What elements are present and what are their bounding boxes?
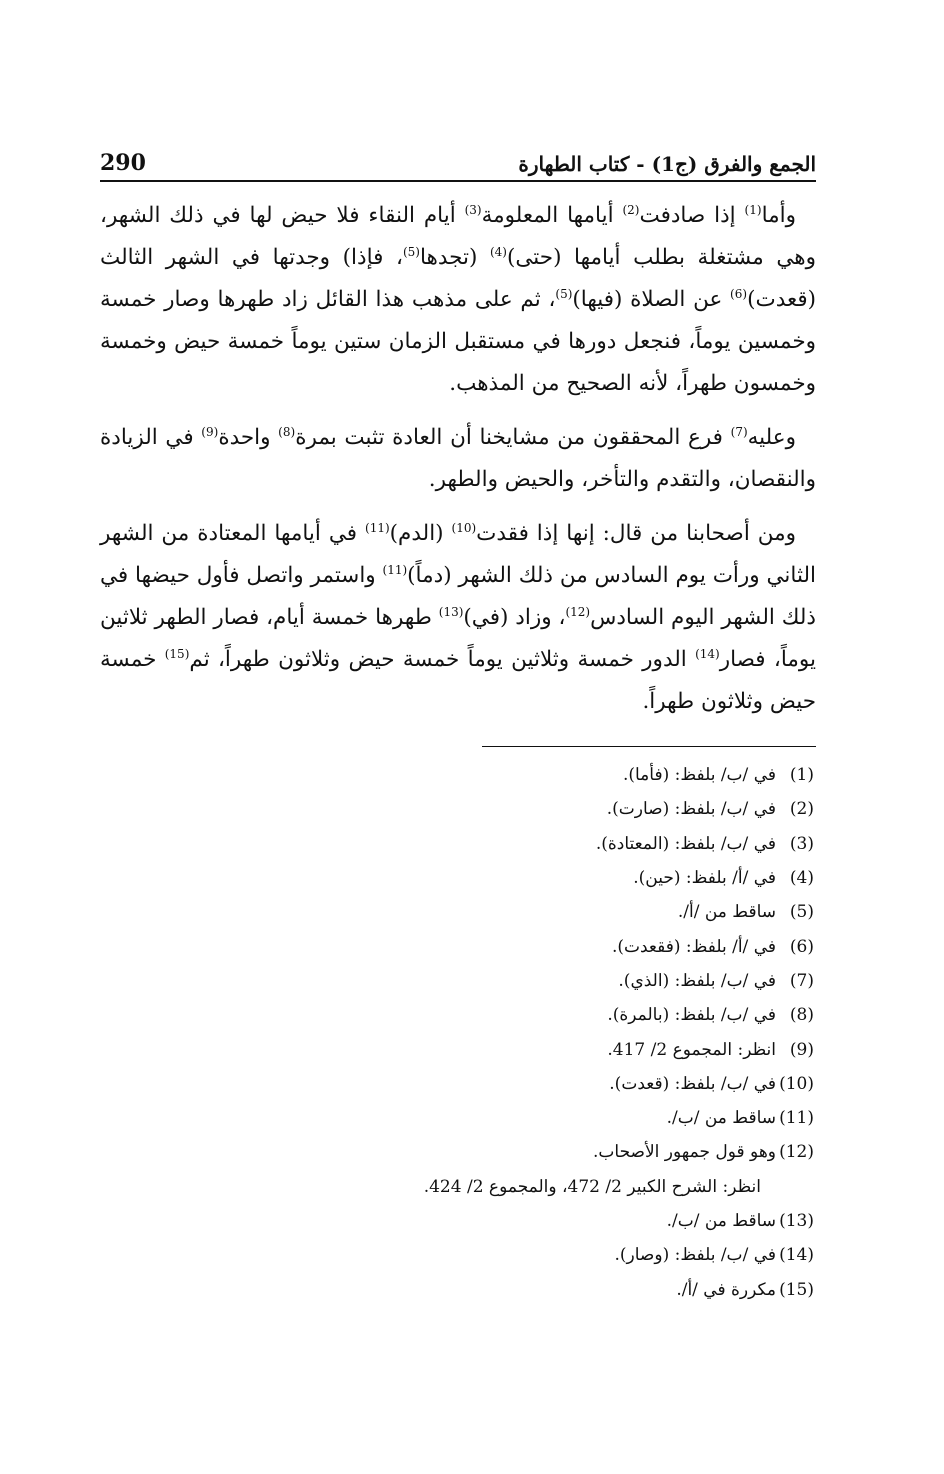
text-segment: واحدة bbox=[218, 425, 279, 450]
running-title: الجمع والفرق (ج1) - كتاب الطهارة bbox=[518, 152, 816, 176]
footnote-number: (2) bbox=[789, 799, 814, 820]
footnote-text: في /ب/ بلفظ: (صارت). bbox=[606, 799, 776, 820]
footnote-number: (11) bbox=[779, 1108, 814, 1129]
footnote-marker: (11) bbox=[382, 562, 408, 577]
footnote-marker: (5) bbox=[402, 244, 420, 259]
footnote-item bbox=[100, 827, 816, 861]
footnote-number: (12) bbox=[779, 1142, 814, 1163]
footnote-marker: (13) bbox=[438, 604, 464, 619]
text-segment: (تجدها bbox=[419, 245, 490, 270]
text-segment: ، وزاد (في) bbox=[463, 605, 566, 630]
text-segment: عن الصلاة (فيها) bbox=[572, 287, 731, 312]
text-segment: ومن أصحابنا من قال: إنها إذا فقدت bbox=[476, 521, 797, 546]
text-segment: في الزيادة والنقصان، والتقدم والتأخر، والحيض والطهر. bbox=[100, 425, 816, 492]
footnote-number: (14) bbox=[779, 1245, 814, 1266]
paragraph bbox=[100, 195, 816, 405]
paragraph bbox=[100, 417, 816, 501]
footnote-text: في /ب/ بلفظ: (الذي). bbox=[618, 970, 776, 991]
footnote-marker: (7) bbox=[730, 424, 748, 439]
text-segment: طهرها خمسة أيام، فصار الطهر ثلاثين يوماً، فصار bbox=[100, 605, 816, 672]
footnote-item bbox=[100, 758, 816, 792]
footnote-marker: (10) bbox=[451, 520, 477, 535]
footnote-item bbox=[100, 929, 816, 963]
footnote-item bbox=[100, 964, 816, 998]
text-segment: وعليه bbox=[747, 425, 796, 450]
footnote-number: (15) bbox=[779, 1279, 814, 1300]
footnote-number: (3) bbox=[789, 833, 814, 854]
text-segment: ، فإذا) وجدتها في الشهر الثالث (قعدت) bbox=[100, 245, 817, 312]
footnote-marker: (9) bbox=[201, 424, 219, 439]
footnote-number: (9) bbox=[789, 1039, 814, 1060]
footnote-text: في /أ/ بلفظ: (حين). bbox=[633, 868, 776, 889]
footnote-marker: (8) bbox=[278, 424, 296, 439]
footnote-item bbox=[100, 1170, 816, 1204]
footnote-item bbox=[100, 1135, 816, 1169]
text-segment: أيامها المعلومة bbox=[481, 203, 623, 228]
footnote-item bbox=[100, 998, 816, 1032]
footnote-text: وهو قول جمهور الأصحاب. bbox=[592, 1142, 776, 1163]
footnote-item bbox=[100, 792, 816, 826]
footnote-item bbox=[100, 1272, 816, 1306]
footnote-marker: (6) bbox=[730, 286, 748, 301]
footnote-text: انظر: الشرح الكبير 2/ 472، والمجموع 2/ 424. bbox=[423, 1176, 761, 1197]
footnote-number: (1) bbox=[789, 765, 814, 786]
footnote-item bbox=[100, 1204, 816, 1238]
footnote-marker: (11) bbox=[365, 520, 390, 535]
footnote-number: (5) bbox=[789, 902, 814, 923]
text-segment: في أيامها المعتادة من الشهر الثاني ورأت يوم السادس من ذلك الشهر (دماً) bbox=[100, 521, 816, 588]
page-header bbox=[100, 140, 816, 182]
footnote-item bbox=[100, 1101, 816, 1135]
footnote-item bbox=[100, 1067, 816, 1101]
footnote-text: انظر: المجموع 2/ 417. bbox=[607, 1039, 776, 1060]
footnote-text: في /ب/ بلفظ: (بالمرة). bbox=[607, 1005, 776, 1026]
footnote-text: ساقط من /أ/. bbox=[677, 902, 776, 923]
footnote-text: في /ب/ بلفظ: (المعتادة). bbox=[595, 833, 776, 854]
footnote-number: (13) bbox=[779, 1211, 814, 1231]
text-segment: الدور خمسة وثلاثين يوماً خمسة حيض وثلاثون طهراً، ثم bbox=[189, 647, 696, 672]
text-segment: ، ثم على مذهب هذا القائل زاد طهرها وصار خمسة وخمسين يوماً، فنجعل دورها في مستقبل الزمان ستين يوماً خمسة حيض وخمسة وخمسون طهراً، لأنه الصحيح من المذهب. bbox=[100, 287, 816, 396]
footnote-marker: (4) bbox=[489, 244, 507, 259]
footnote-text: في /ب/ بلفظ: (فأما). bbox=[622, 765, 776, 786]
footnote-number: (4) bbox=[789, 868, 814, 889]
footnote-item bbox=[100, 861, 816, 895]
text-segment: واستمر واتصل فأول حيضها في ذلك الشهر اليوم السادس bbox=[100, 563, 816, 630]
footnote-text: في /أ/ بلفظ: (فقعدت). bbox=[611, 936, 776, 957]
paragraph bbox=[100, 513, 816, 723]
footnote-text: ساقط من /ب/. bbox=[666, 1211, 776, 1231]
footnote-text: مكررة في /أ/. bbox=[676, 1279, 776, 1300]
footnote-number: (8) bbox=[789, 1005, 814, 1026]
footnote-text: في /ب/ بلفظ: (قعدت). bbox=[609, 1073, 776, 1094]
footnote-marker: (12) bbox=[565, 604, 591, 619]
footnote-marker: (2) bbox=[622, 202, 640, 217]
footnote-text: ساقط من /ب/. bbox=[666, 1108, 776, 1129]
footnotes bbox=[100, 758, 816, 1307]
footnote-number: (10) bbox=[779, 1073, 814, 1094]
footnote-item bbox=[100, 1032, 816, 1066]
footnote-text: في /ب/ بلفظ: (وصار). bbox=[614, 1245, 776, 1266]
text-segment: وأما bbox=[761, 203, 796, 228]
text-segment: أيام النقاء فلا حيض لها في ذلك الشهر، وهي مشتغلة بطلب أيامها (حتى) bbox=[100, 203, 816, 270]
footnote-number: (6) bbox=[789, 936, 814, 957]
text-segment: خمسة حيض وثلاثون طهراً. bbox=[100, 647, 816, 714]
footnote-number: (7) bbox=[789, 970, 814, 991]
footnote-marker: (15) bbox=[164, 646, 190, 661]
footnote-marker: (3) bbox=[464, 202, 482, 217]
footnote-item bbox=[100, 1238, 816, 1272]
text-segment: فرع المحققون من مشايخنا أن العادة تثبت بمرة bbox=[295, 425, 731, 450]
footnote-separator bbox=[482, 746, 816, 747]
footnote-marker: (14) bbox=[695, 646, 720, 661]
text-segment: إذا صادفت bbox=[639, 203, 745, 228]
page-number: 290 bbox=[100, 150, 146, 176]
footnote-marker: (5) bbox=[555, 286, 573, 301]
main-text bbox=[100, 195, 816, 735]
text-segment: (الدم) bbox=[389, 521, 452, 546]
footnote-marker: (1) bbox=[744, 202, 762, 217]
footnote-item bbox=[100, 895, 816, 929]
